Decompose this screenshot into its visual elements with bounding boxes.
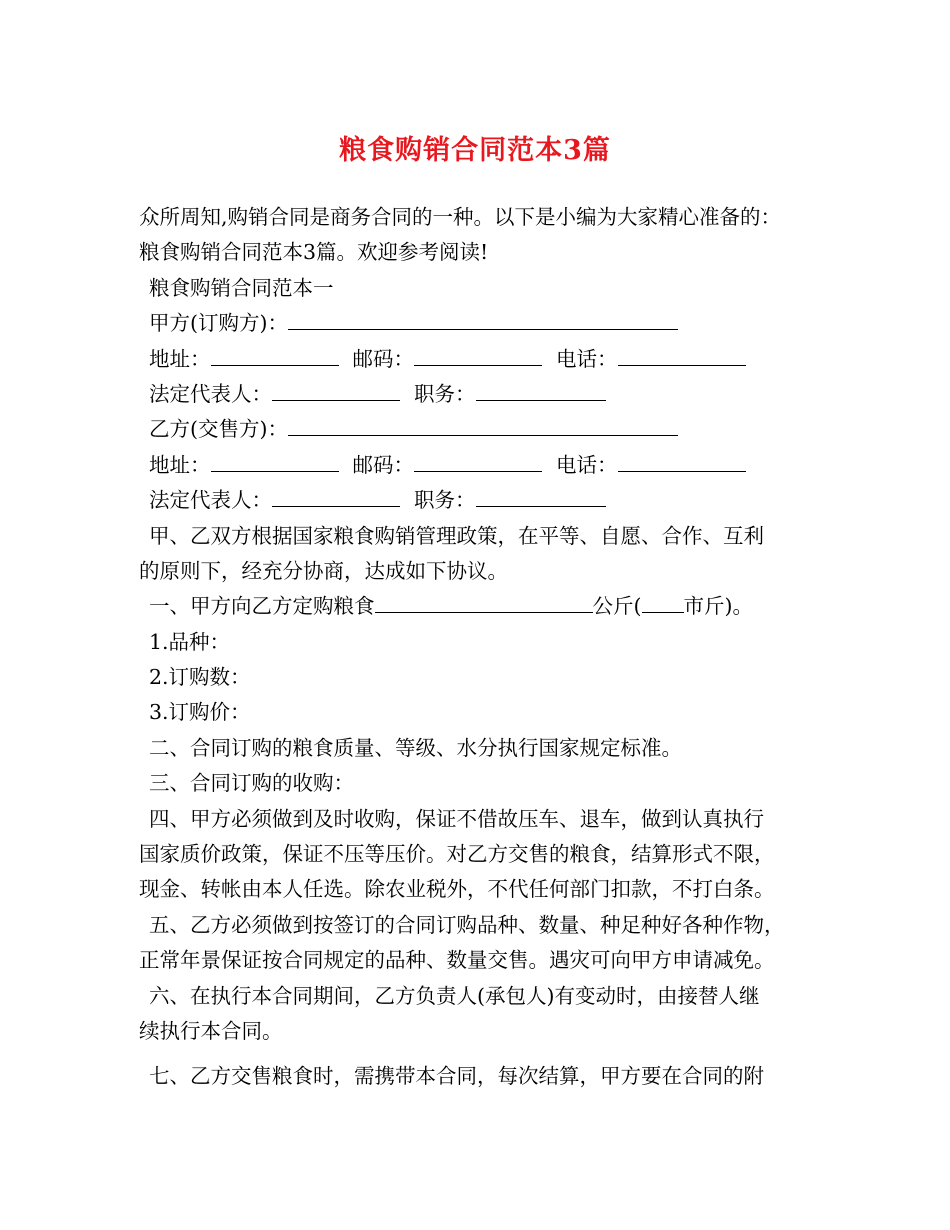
intro-line-2: 粮食购销合同范本3篇。欢迎参考阅读! [139,240,489,265]
party-b-label: 乙方(交售方)： [149,417,288,442]
party-a-blank [288,307,678,330]
party-a-phone-blank [618,343,746,366]
document-body [139,200,829,1095]
party-b-contact-row [139,448,829,483]
party-b-rep-row [139,483,829,518]
party-a-phone-label: 电话： [556,346,618,371]
clause-1-jin-blank [642,590,684,613]
clause-4-line-3: 现金、转帐由本人任选。除农业税外，不代任何部门扣款，不打白条。 [139,877,775,902]
party-a-postcode-label: 邮码： [352,346,414,371]
clause-4-line-1: 四、甲方必须做到及时收购，保证不借故压车、退车，做到认真执行 [149,806,764,831]
clause-5-line-2: 正常年景保证按合同规定的品种、数量交售。遇灾可向甲方申请减免。 [139,948,775,973]
party-a-label: 甲方(订购方)： [149,311,288,336]
clause-1 [139,589,829,624]
party-a-address-blank [211,343,339,366]
party-a-rep-row [139,377,829,412]
party-b-rep-label: 法定代表人： [149,488,272,513]
item-price: 3.订购价： [149,700,251,725]
party-b-position-blank [476,484,606,507]
party-b-postcode-label: 邮码： [352,452,414,477]
party-b-address-label: 地址： [149,452,211,477]
party-a-address-label: 地址： [149,346,211,371]
clause-1-quantity-blank [375,590,593,613]
clause-5-line-1: 五、乙方必须做到按签订的合同订购品种、数量、种足种好各种作物， [149,912,785,937]
party-a-position-blank [476,378,606,401]
party-a-rep-label: 法定代表人： [149,381,272,406]
preamble-line-1: 甲、乙双方根据国家粮食购销管理政策，在平等、自愿、合作、互利 [149,523,764,548]
party-b-phone-label: 电话： [556,452,618,477]
party-b-postcode-blank [414,449,542,472]
party-a-row [139,306,829,341]
preamble-line-2: 的原则下，经充分协商，达成如下协议。 [139,558,508,583]
clause-1-unit-2: 市斤)。 [683,594,753,619]
clause-1-unit-1: 公斤( [592,594,642,619]
party-a-postcode-blank [414,343,542,366]
party-b-address-blank [211,449,339,472]
clause-7-line-1: 七、乙方交售粮食时，需携带本合同，每次结算，甲方要在合同的附 [149,1064,764,1089]
clause-4-line-2: 国家质价政策，保证不压等压价。对乙方交售的粮食，结算形式不限， [139,842,775,867]
clause-2: 二、合同订购的粮食质量、等级、水分执行国家规定标准。 [149,735,682,760]
clause-1-prefix: 一、甲方向乙方定购粮食 [149,594,375,619]
party-b-phone-blank [618,449,746,472]
party-b-position-label: 职务： [414,488,476,513]
party-b-row [139,412,829,447]
intro-line-1: 众所周知,购销合同是商务合同的一种。以下是小编为大家精心准备的： [139,205,782,229]
section-heading: 粮食购销合同范本一 [149,275,334,300]
party-a-rep-blank [272,378,400,401]
clause-6-line-1: 六、在执行本合同期间，乙方负责人(承包人)有变动时，由接替人继 [149,983,760,1008]
document-title: 粮食购销合同范本3篇 [339,135,611,166]
party-a-position-label: 职务： [414,381,476,406]
item-quantity: 2.订购数： [149,665,251,690]
clause-3: 三、合同订购的收购： [149,771,354,796]
party-a-contact-row [139,342,829,377]
item-variety: 1.品种： [149,629,231,654]
party-b-blank [288,413,678,436]
party-b-rep-blank [272,484,400,507]
clause-6-line-2: 续执行本合同。 [139,1018,283,1043]
